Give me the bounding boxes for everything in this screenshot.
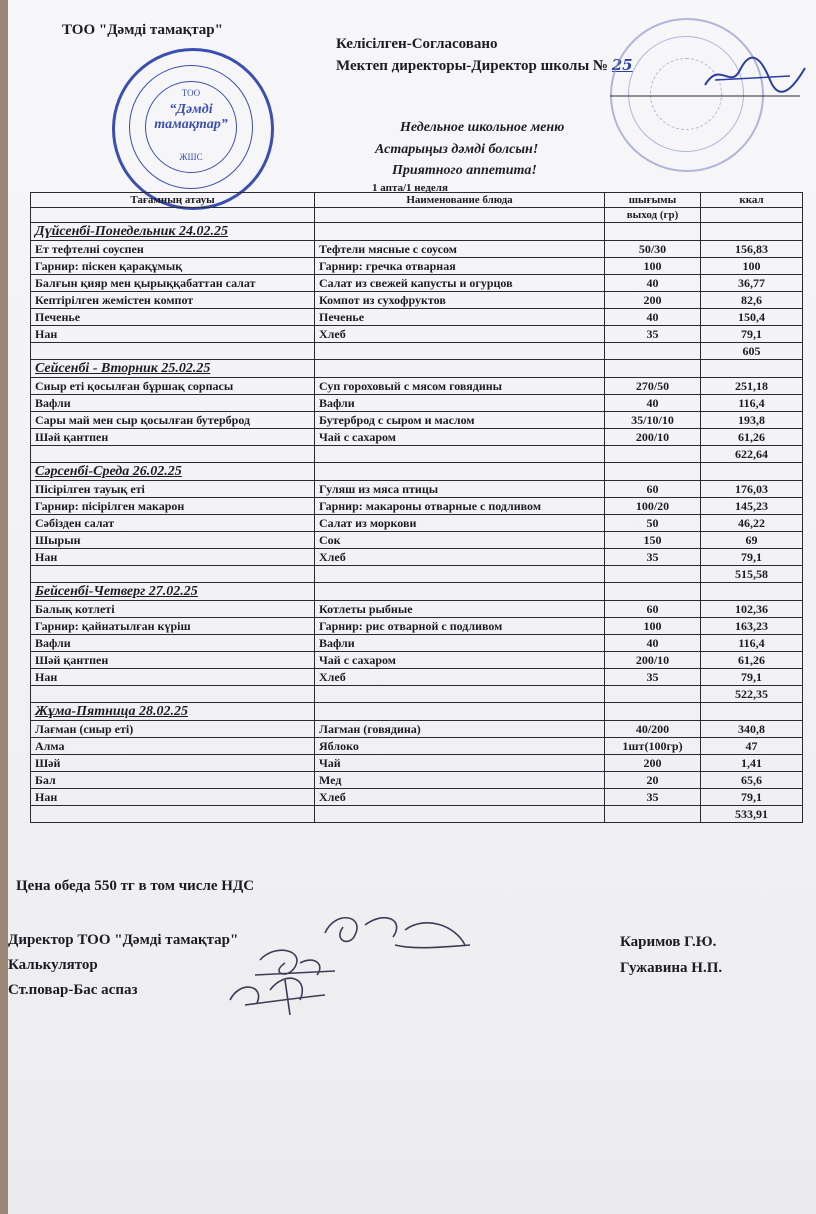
table-row [31, 789, 803, 806]
dish-yield: 40 [605, 309, 701, 326]
director-label: Директор ТОО "Дәмді тамақтар" [8, 932, 239, 948]
dish-ru: Тефтели мясные с соусом [315, 241, 605, 258]
blank-cell [315, 583, 605, 601]
dish-ru: Вафли [315, 395, 605, 412]
dish-kcal: 1,41 [701, 755, 803, 772]
dish-kz: Гарнир: пісірілген макарон [31, 498, 315, 515]
table-row [31, 498, 803, 515]
col-yield-kz: шығымы [605, 193, 701, 208]
blank-cell [605, 343, 701, 360]
dish-ru: Чай с сахаром [315, 429, 605, 446]
table-row [31, 429, 803, 446]
dish-yield: 60 [605, 601, 701, 618]
dish-yield: 100 [605, 618, 701, 635]
dish-yield: 150 [605, 532, 701, 549]
table-row [31, 481, 803, 498]
dish-ru: Суп гороховый с мясом говядины [315, 378, 605, 395]
signature-line [610, 88, 800, 102]
day-total-row [31, 343, 803, 360]
col-kz-name: Тағамның атауы [31, 193, 315, 208]
table-row [31, 275, 803, 292]
day-total-kcal: 515,58 [701, 566, 803, 583]
table-row [31, 532, 803, 549]
price-note: Цена обеда 550 тг в том числе НДС [16, 878, 255, 894]
dish-yield: 60 [605, 481, 701, 498]
day-header-row [31, 360, 803, 378]
dish-yield: 50 [605, 515, 701, 532]
dish-yield: 200 [605, 292, 701, 309]
table-row [31, 601, 803, 618]
day-title: Дүйсенбі-Понедельник 24.02.25 [31, 223, 315, 241]
blank-cell [315, 686, 605, 703]
blank-cell [605, 806, 701, 823]
dish-kcal: 82,6 [701, 292, 803, 309]
table-row [31, 738, 803, 755]
day-header-row [31, 583, 803, 601]
table-row [31, 515, 803, 532]
blank-cell [605, 703, 701, 721]
handwritten-signatures [215, 905, 475, 1020]
blank-cell [31, 208, 315, 223]
dish-kcal: 145,23 [701, 498, 803, 515]
dish-yield: 100 [605, 258, 701, 275]
blank-cell [701, 463, 803, 481]
dish-ru: Котлеты рыбные [315, 601, 605, 618]
table-row [31, 755, 803, 772]
table-row [31, 378, 803, 395]
wish-kz: Астарыңыз дәмді болсын! [375, 142, 539, 157]
table-row [31, 292, 803, 309]
dish-kz: Печенье [31, 309, 315, 326]
header-row [31, 193, 803, 208]
table-row [31, 309, 803, 326]
menu-title: Недельное школьное меню [400, 120, 565, 135]
dish-kz: Нан [31, 789, 315, 806]
dish-kz: Пісірілген тауық еті [31, 481, 315, 498]
dish-yield: 1шт(100гр) [605, 738, 701, 755]
blank-cell [315, 806, 605, 823]
dish-kz: Алма [31, 738, 315, 755]
day-total-row [31, 686, 803, 703]
dish-kz: Бал [31, 772, 315, 789]
dish-kcal: 79,1 [701, 549, 803, 566]
blank-cell [605, 686, 701, 703]
dish-kz: Шәй қантпен [31, 429, 315, 446]
blank-cell [315, 446, 605, 463]
dish-yield: 200/10 [605, 652, 701, 669]
dish-ru: Сок [315, 532, 605, 549]
dish-yield: 40 [605, 635, 701, 652]
dish-ru: Печенье [315, 309, 605, 326]
blank-cell [315, 703, 605, 721]
week-label: 1 апта/1 неделя [372, 182, 448, 194]
table-row [31, 652, 803, 669]
dish-kcal: 61,26 [701, 652, 803, 669]
table-row [31, 326, 803, 343]
dish-ru: Хлеб [315, 549, 605, 566]
day-total-kcal: 522,35 [701, 686, 803, 703]
col-ru-name: Наименование блюда [315, 193, 605, 208]
dish-yield: 20 [605, 772, 701, 789]
dish-ru: Мед [315, 772, 605, 789]
dish-ru: Вафли [315, 635, 605, 652]
dish-ru: Салат из свежей капусты и огурцов [315, 275, 605, 292]
director-name: Каримов Г.Ю. [620, 934, 717, 950]
menu-table [30, 192, 803, 823]
dish-yield: 200/10 [605, 429, 701, 446]
blank-cell [315, 566, 605, 583]
blank-cell [701, 360, 803, 378]
table-row [31, 721, 803, 738]
dish-ru: Лагман (говядина) [315, 721, 605, 738]
day-header-row [31, 703, 803, 721]
blank-cell [605, 463, 701, 481]
blank-cell [701, 703, 803, 721]
dish-yield: 35/10/10 [605, 412, 701, 429]
day-total-kcal: 533,91 [701, 806, 803, 823]
dish-kz: Вафли [31, 395, 315, 412]
day-title: Бейсенбі-Четверг 27.02.25 [31, 583, 315, 601]
col-yield-ru: выход (гр) [605, 208, 701, 223]
dish-kcal: 116,4 [701, 395, 803, 412]
dish-kcal: 79,1 [701, 669, 803, 686]
table-row [31, 412, 803, 429]
dish-ru: Салат из моркови [315, 515, 605, 532]
photo-edge [0, 0, 8, 1214]
dish-kz: Вафли [31, 635, 315, 652]
day-total-kcal: 605 [701, 343, 803, 360]
blank-cell [315, 343, 605, 360]
blank-cell [605, 566, 701, 583]
dish-kcal: 251,18 [701, 378, 803, 395]
blank-cell [605, 360, 701, 378]
dish-kz: Гарнир: қайнатылған күріш [31, 618, 315, 635]
day-title: Сәрсенбі-Среда 26.02.25 [31, 463, 315, 481]
seal-center [145, 81, 237, 173]
blank-cell [31, 686, 315, 703]
dish-kz: Шәй қантпен [31, 652, 315, 669]
day-total-row [31, 566, 803, 583]
dish-ru: Яблоко [315, 738, 605, 755]
seal-jsh: ЖШС [179, 152, 203, 162]
dish-kcal: 79,1 [701, 326, 803, 343]
dish-yield: 50/30 [605, 241, 701, 258]
dish-kz: Нан [31, 669, 315, 686]
dish-kz: Сиыр еті қосылған бұршақ сорпасы [31, 378, 315, 395]
calculator-name: Гужавина Н.П. [620, 960, 723, 976]
dish-kcal: 61,26 [701, 429, 803, 446]
table-row [31, 549, 803, 566]
dish-kcal: 100 [701, 258, 803, 275]
dish-kcal: 102,36 [701, 601, 803, 618]
day-title: Жұма-Пятница 28.02.25 [31, 703, 315, 721]
school-director-label [336, 56, 633, 75]
dish-ru: Гуляш из мяса птицы [315, 481, 605, 498]
dish-kcal: 156,83 [701, 241, 803, 258]
dish-yield: 100/20 [605, 498, 701, 515]
blank-cell [31, 806, 315, 823]
dish-ru: Бутерброд с сыром и маслом [315, 412, 605, 429]
dish-kz: Шәй [31, 755, 315, 772]
dish-kz: Ет тефтелні соуспен [31, 241, 315, 258]
dish-kz: Нан [31, 549, 315, 566]
dish-kcal: 163,23 [701, 618, 803, 635]
blank-cell [605, 223, 701, 241]
dish-yield: 40 [605, 275, 701, 292]
dish-ru: Хлеб [315, 789, 605, 806]
dish-ru: Чай с сахаром [315, 652, 605, 669]
table-row [31, 669, 803, 686]
dish-ru: Чай [315, 755, 605, 772]
table-row [31, 395, 803, 412]
table-row [31, 258, 803, 275]
day-total-row [31, 806, 803, 823]
dish-ru: Гарнир: макароны отварные с подливом [315, 498, 605, 515]
table-row [31, 772, 803, 789]
day-total-row [31, 446, 803, 463]
dish-ru: Компот из сухофруктов [315, 292, 605, 309]
dish-kz: Лағман (сиыр еті) [31, 721, 315, 738]
blank-cell [315, 208, 605, 223]
blank-cell [31, 446, 315, 463]
company-seal [112, 48, 274, 210]
dish-kcal: 340,8 [701, 721, 803, 738]
blank-cell [31, 343, 315, 360]
blank-cell [701, 583, 803, 601]
table-row [31, 618, 803, 635]
school-director-text: Мектеп директоры-Директор школы № [336, 58, 608, 74]
blank-cell [605, 446, 701, 463]
dish-kcal: 176,03 [701, 481, 803, 498]
dish-kz: Сәбізден салат [31, 515, 315, 532]
blank-cell [605, 583, 701, 601]
calculator-label: Калькулятор [8, 957, 98, 973]
seal-name: “Дәмді тамақтар” [154, 102, 228, 132]
dish-yield: 40/200 [605, 721, 701, 738]
dish-kz: Балғын қияр мен қырыққабаттан салат [31, 275, 315, 292]
dish-kcal: 193,8 [701, 412, 803, 429]
dish-kz: Кептірілген жемістен компот [31, 292, 315, 309]
table-row [31, 241, 803, 258]
dish-kz: Сары май мен сыр қосылған бутерброд [31, 412, 315, 429]
dish-kcal: 116,4 [701, 635, 803, 652]
dish-kcal: 46,22 [701, 515, 803, 532]
dish-yield: 35 [605, 669, 701, 686]
blank-cell [315, 360, 605, 378]
menu-table-head [31, 193, 803, 223]
dish-yield: 270/50 [605, 378, 701, 395]
day-title: Сейсенбі - Вторник 25.02.25 [31, 360, 315, 378]
blank-cell [701, 223, 803, 241]
header-row-2 [31, 208, 803, 223]
dish-kz: Шырын [31, 532, 315, 549]
blank-cell [701, 208, 803, 223]
seal-too: ТОО [181, 88, 201, 98]
dish-yield: 35 [605, 549, 701, 566]
approval-title: Келісілген-Согласовано [336, 36, 498, 52]
dish-ru: Хлеб [315, 669, 605, 686]
blank-cell [315, 223, 605, 241]
company-name: ТОО "Дәмді тамақтар" [62, 22, 223, 38]
dish-ru: Гарнир: гречка отварная [315, 258, 605, 275]
dish-kz: Балық котлеті [31, 601, 315, 618]
dish-ru: Хлеб [315, 326, 605, 343]
day-header-row [31, 463, 803, 481]
school-number: 25 [611, 56, 633, 74]
dish-yield: 35 [605, 326, 701, 343]
table-row [31, 635, 803, 652]
dish-kcal: 36,77 [701, 275, 803, 292]
dish-kcal: 150,4 [701, 309, 803, 326]
dish-ru: Гарнир: рис отварной с подливом [315, 618, 605, 635]
menu-table-body [31, 223, 803, 823]
day-header-row [31, 223, 803, 241]
blank-cell [315, 463, 605, 481]
dish-yield: 35 [605, 789, 701, 806]
dish-kcal: 65,6 [701, 772, 803, 789]
col-kcal: ккал [701, 193, 803, 208]
cook-label: Ст.повар-Бас аспаз [8, 982, 138, 998]
dish-kcal: 47 [701, 738, 803, 755]
wish-ru: Приятного аппетита! [392, 163, 537, 178]
dish-yield: 40 [605, 395, 701, 412]
dish-kz: Гарнир: піскен қарақұмық [31, 258, 315, 275]
dish-kcal: 79,1 [701, 789, 803, 806]
day-total-kcal: 622,64 [701, 446, 803, 463]
blank-cell [31, 566, 315, 583]
dish-kz: Нан [31, 326, 315, 343]
dish-kcal: 69 [701, 532, 803, 549]
dish-yield: 200 [605, 755, 701, 772]
